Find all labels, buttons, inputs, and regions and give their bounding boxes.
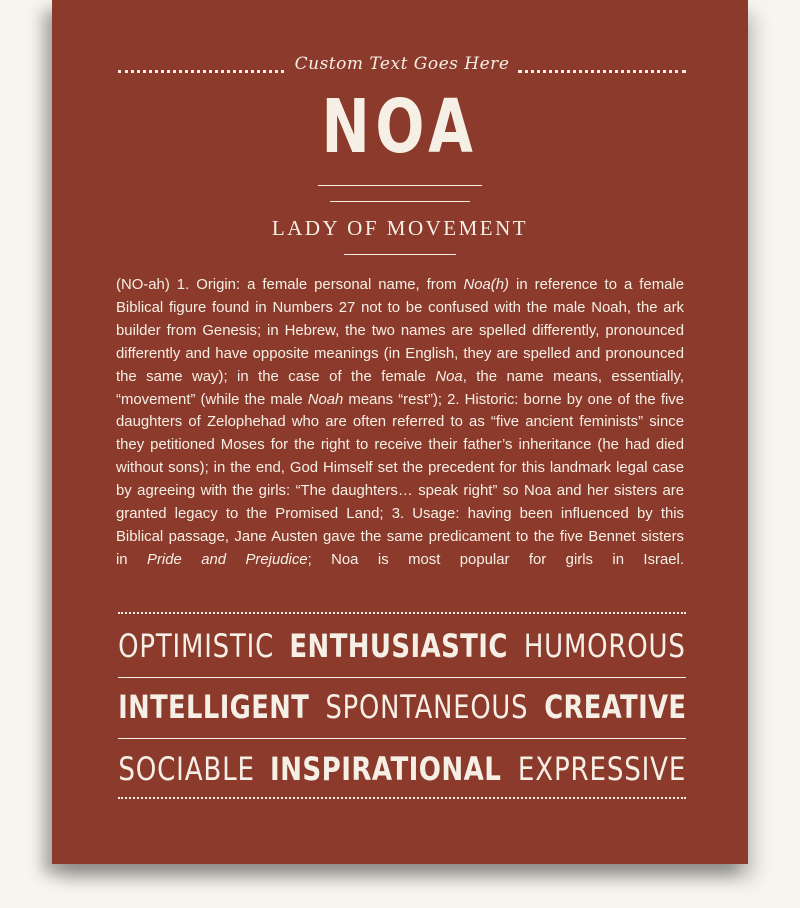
trait-word: INTELLIGENT	[118, 688, 310, 726]
definition-run: in reference to a female Biblical figure found in Numbers 27 not to be confused with the male Noah, the ark builder from Genesis; in Hebrew, the two names are spelled differently, pronounced differently and have opposite meanings (in English, they are spelled and pronounced the same way); in the case of the female	[116, 277, 684, 385]
definition-italic-run: Noah	[307, 391, 344, 408]
trait-word: ENTHUSIASTIC	[289, 627, 509, 665]
trait-word: INSPIRATIONAL	[270, 750, 502, 788]
name-rule-bottom	[330, 201, 470, 202]
name-rule-top	[318, 185, 482, 186]
trait-row-divider	[118, 738, 686, 739]
definition-paragraph	[116, 274, 684, 572]
trait-row	[118, 622, 686, 670]
poster-name: NOA	[321, 84, 479, 170]
definition-italic-run: Noa(h)	[463, 277, 509, 293]
name-meaning: LADY OF MOVEMENT	[271, 216, 529, 240]
name-poster	[52, 0, 748, 864]
trait-word: SOCIABLE	[118, 750, 255, 788]
trait-word: HUMOROUS	[524, 627, 686, 665]
trait-row-divider	[118, 677, 686, 678]
traits-dotted-line-top	[118, 612, 686, 614]
definition-italic-run: Pride and Prejudice	[147, 551, 308, 568]
definition-italic-run: Noa	[435, 368, 463, 385]
trait-row	[118, 683, 686, 731]
trait-row	[118, 745, 686, 793]
trait-word: SPONTANEOUS	[325, 688, 528, 726]
meaning-rule	[344, 254, 456, 255]
header-dotted-line-right	[518, 70, 686, 73]
definition-run: (NO-ah) 1. Origin: a female personal name, from	[116, 277, 464, 293]
name-definition	[116, 274, 684, 572]
definition-run: means “rest”); 2. Historic: borne by one of the five daughters of Zelophehad who are often referred to as “five ancient feminists” since they petitioned Moses for the right to receive their father’s inheritance (he had died without sons); in the end, God Himself set the precedent for this landmark legal case by agreeing with the girls: “The daughters… speak right” so Noa and her sisters are granted legacy to the Promised Land; 3. Usage: having been influenced by this Biblical passage, Jane Austen gave the same predicament to the five Bennet sisters in	[116, 391, 684, 568]
poster-header	[118, 48, 686, 88]
definition-run: , the name means, essentially, “movement” (while the male	[116, 368, 684, 408]
trait-word: CREATIVE	[543, 688, 686, 726]
trait-word: OPTIMISTIC	[118, 627, 274, 665]
custom-text: Custom Text Goes Here	[294, 54, 510, 74]
definition-run: ; Noa is most popular for girls in Israel.	[307, 551, 684, 568]
traits-dotted-line-bottom	[118, 797, 686, 799]
trait-word: EXPRESSIVE	[517, 750, 686, 788]
